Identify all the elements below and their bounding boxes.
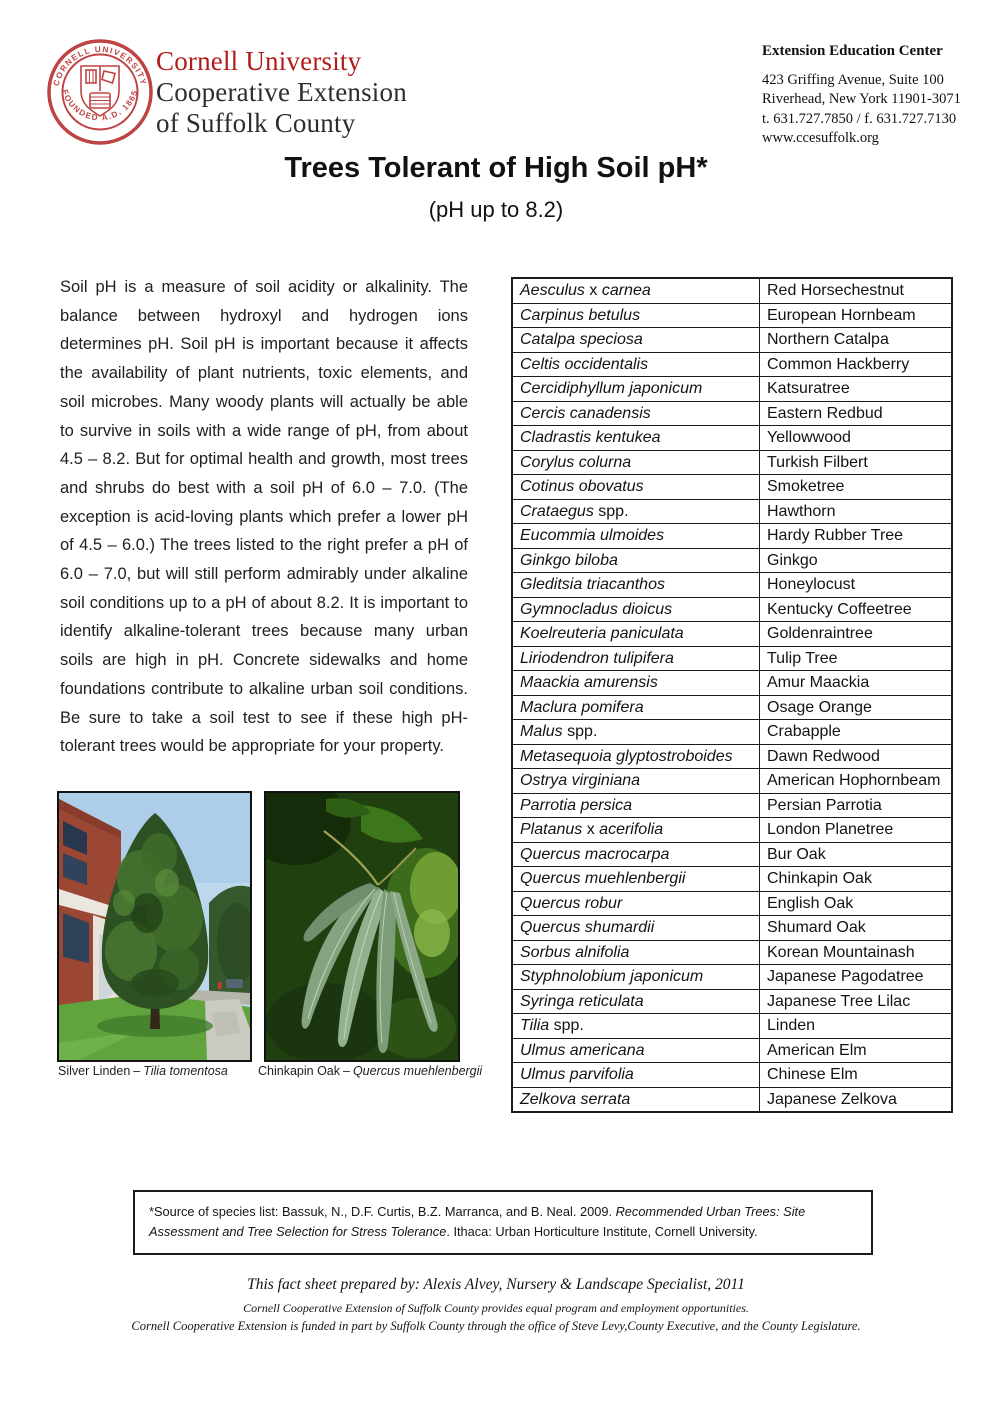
caption-dash: – [343, 1064, 350, 1078]
latin-name-cell: Cercidiphyllum japonicum [512, 377, 760, 402]
table-row [512, 940, 952, 965]
common-name-cell: Hardy Rubber Tree [760, 524, 953, 549]
common-name-cell: Hawthorn [760, 499, 953, 524]
table-row [512, 891, 952, 916]
common-name-cell: Japanese Zelkova [760, 1087, 953, 1112]
common-name-cell: Osage Orange [760, 695, 953, 720]
common-name-cell: European Hornbeam [760, 303, 953, 328]
latin-name-cell: Crataegus spp. [512, 499, 760, 524]
latin-name-cell: Malus spp. [512, 720, 760, 745]
table-row [512, 1063, 952, 1088]
table-row [512, 278, 952, 303]
table-row [512, 524, 952, 549]
latin-name-cell: Platanus x acerifolia [512, 818, 760, 843]
latin-name-cell: Maclura pomifera [512, 695, 760, 720]
wordmark-line2: Cooperative Extension [156, 77, 407, 107]
source-note-suffix: . Ithaca: Urban Horticulture Institute, Cornell University. [446, 1224, 758, 1239]
latin-name-cell: Syringa reticulata [512, 989, 760, 1014]
cornell-university-seal-icon [45, 37, 155, 147]
footer-funding: Cornell Cooperative Extension is funded in part by Suffolk County through the office of Steve Levy,County Executive, and the County Legislature. [131, 1319, 861, 1333]
footer-equal-opportunity: Cornell Cooperative Extension of Suffolk County provides equal program and employment opportunities. [243, 1301, 749, 1315]
table-row [512, 769, 952, 794]
source-note-prefix: *Source of species list: Bassuk, N., D.F. Curtis, B.Z. Marranca, and B. Neal. 2009. [149, 1204, 616, 1219]
latin-name-cell: Tilia spp. [512, 1014, 760, 1039]
latin-name-cell: Metasequoia glyptostroboides [512, 744, 760, 769]
org-wordmark [156, 46, 407, 139]
common-name-cell: Japanese Tree Lilac [760, 989, 953, 1014]
table-row [512, 842, 952, 867]
common-name-cell: Linden [760, 1014, 953, 1039]
common-name-cell: Korean Mountainash [760, 940, 953, 965]
wordmark-line1: Cornell University [156, 46, 362, 76]
species-table [511, 277, 953, 1113]
contact-address-line1: 423 Griffing Avenue, Suite 100 [762, 71, 944, 88]
latin-name-cell: Gleditsia triacanthos [512, 573, 760, 598]
latin-name-cell: Quercus macrocarpa [512, 842, 760, 867]
common-name-cell: American Elm [760, 1038, 953, 1063]
common-name-cell: Kentucky Coffeetree [760, 597, 953, 622]
common-name-cell: Red Horsechestnut [760, 278, 953, 303]
table-row [512, 499, 952, 524]
contact-phone-fax: t. 631.727.7850 / f. 631.727.7130 [762, 110, 957, 127]
common-name-cell: Ginkgo [760, 548, 953, 573]
table-row [512, 377, 952, 402]
common-name-cell: Bur Oak [760, 842, 953, 867]
table-row [512, 965, 952, 990]
latin-name-cell: Koelreuteria paniculata [512, 622, 760, 647]
seal-top-text: CORNELL UNIVERSITY [51, 44, 149, 87]
common-name-cell: Amur Maackia [760, 671, 953, 696]
common-name-cell: Japanese Pagodatree [760, 965, 953, 990]
common-name-cell: Smoketree [760, 475, 953, 500]
table-row [512, 622, 952, 647]
latin-name-cell: Gymnocladus dioicus [512, 597, 760, 622]
latin-name-cell: Styphnolobium japonicum [512, 965, 760, 990]
common-name-cell: Chinkapin Oak [760, 867, 953, 892]
table-row [512, 1038, 952, 1063]
common-name-cell: Northern Catalpa [760, 328, 953, 353]
common-name-cell: Persian Parrotia [760, 793, 953, 818]
table-row [512, 646, 952, 671]
latin-name-cell: Catalpa speciosa [512, 328, 760, 353]
latin-name-cell: Ostrya virginiana [512, 769, 760, 794]
latin-name-cell: Ginkgo biloba [512, 548, 760, 573]
intro-paragraph: Soil pH is a measure of soil acidity or alkalinity. The balance between hydroxyl and hydrogen ions determines pH. Soil pH is important because it affects the availability of plant nutrients, toxic elements, and soil microbes. Many woody plants will actually be able to survive in soils with a wide range of pH, from about 4.5 – 8.2. But for optimal health and growth, most trees and shrubs do best with a soil pH of 6.0 – 7.0. (The exception is acid-loving plants which prefer a lower pH of 4.5 – 6.0.) The trees listed to the right prefer a pH of 6.0 – 7.0, but will still perform admirably under alkaline soil conditions up to a pH of about 8.2. It is important to identify alkaline-tolerant trees because many urban soils are high in pH. Concrete sidewalks and home foundations contribute to alkaline urban soil conditions. Be sure to take a soil test to see if these high pH-tolerant trees would be appropriate for your property. [60, 278, 468, 756]
latin-name-cell: Maackia amurensis [512, 671, 760, 696]
caption-common-name: Chinkapin Oak [258, 1064, 340, 1078]
common-name-cell: Yellowwood [760, 426, 953, 451]
chinkapin-oak-photo [264, 791, 460, 1062]
caption-common-name: Silver Linden [58, 1064, 131, 1078]
latin-name-cell: Celtis occidentalis [512, 352, 760, 377]
table-row [512, 475, 952, 500]
latin-name-cell: Cercis canadensis [512, 401, 760, 426]
table-row [512, 328, 952, 353]
contact-title: Extension Education Center [762, 43, 943, 59]
contact-address-line2: Riverhead, New York 11901-3071 [762, 91, 961, 107]
table-row [512, 989, 952, 1014]
latin-name-cell: Cotinus obovatus [512, 475, 760, 500]
chinkapin-oak-caption [258, 1064, 482, 1078]
table-row [512, 1087, 952, 1112]
latin-name-cell: Ulmus parvifolia [512, 1063, 760, 1088]
latin-name-cell: Zelkova serrata [512, 1087, 760, 1112]
latin-name-cell: Eucommia ulmoides [512, 524, 760, 549]
common-name-cell: Shumard Oak [760, 916, 953, 941]
latin-name-cell: Aesculus x carnea [512, 278, 760, 303]
common-name-cell: London Planetree [760, 818, 953, 843]
latin-name-cell: Corylus colurna [512, 450, 760, 475]
table-row [512, 303, 952, 328]
source-note-title: Recommended Urban Trees: Site Assessment and Tree Selection for Stress Tolerance [149, 1204, 806, 1239]
footer-prepared-by: This fact sheet prepared by: Alexis Alvey, Nursery & Landscape Specialist, 2011 [247, 1276, 745, 1293]
table-row [512, 573, 952, 598]
latin-name-cell: Carpinus betulus [512, 303, 760, 328]
silver-linden-photo [57, 791, 252, 1062]
table-row [512, 867, 952, 892]
seal-shield-emblem [81, 66, 119, 116]
common-name-cell: Crabapple [760, 720, 953, 745]
photo-fire-hydrant [218, 982, 222, 989]
caption-latin-name: Quercus muehlenbergii [352, 1064, 483, 1078]
caption-dash: – [133, 1064, 141, 1078]
table-row [512, 548, 952, 573]
common-name-cell: Honeylocust [760, 573, 953, 598]
table-row [512, 744, 952, 769]
common-name-cell: Goldenraintree [760, 622, 953, 647]
table-row [512, 671, 952, 696]
common-name-cell: Dawn Redwood [760, 744, 953, 769]
table-row [512, 720, 952, 745]
species-table-body [512, 278, 952, 1112]
table-row [512, 916, 952, 941]
latin-name-cell: Quercus robur [512, 891, 760, 916]
table-row [512, 793, 952, 818]
table-row [512, 597, 952, 622]
common-name-cell: Chinese Elm [760, 1063, 953, 1088]
page-title: Trees Tolerant of High Soil pH* [284, 152, 708, 184]
latin-name-cell: Ulmus americana [512, 1038, 760, 1063]
silver-linden-caption [58, 1064, 228, 1078]
page-subtitle: (pH up to 8.2) [428, 197, 564, 222]
table-row [512, 695, 952, 720]
source-note-box [133, 1190, 873, 1255]
photo-parked-car [226, 979, 243, 988]
common-name-cell: Tulip Tree [760, 646, 953, 671]
common-name-cell: Common Hackberry [760, 352, 953, 377]
table-row [512, 1014, 952, 1039]
common-name-cell: American Hophornbeam [760, 769, 953, 794]
table-row [512, 450, 952, 475]
latin-name-cell: Quercus shumardii [512, 916, 760, 941]
latin-name-cell: Sorbus alnifolia [512, 940, 760, 965]
latin-name-cell: Parrotia persica [512, 793, 760, 818]
table-row [512, 401, 952, 426]
latin-name-cell: Cladrastis kentukea [512, 426, 760, 451]
latin-name-cell: Liriodendron tulipifera [512, 646, 760, 671]
common-name-cell: Eastern Redbud [760, 401, 953, 426]
common-name-cell: English Oak [760, 891, 953, 916]
latin-name-cell: Quercus muehlenbergii [512, 867, 760, 892]
wordmark-line3: of Suffolk County [156, 108, 356, 138]
contact-website: www.ccesuffolk.org [762, 130, 879, 146]
common-name-cell: Katsuratree [760, 377, 953, 402]
table-row [512, 818, 952, 843]
contact-block [762, 42, 987, 149]
seal-bottom-text: FOUNDED A.D. 1865 [60, 88, 140, 123]
caption-latin-name: Tilia tomentosa [143, 1064, 228, 1078]
table-row [512, 352, 952, 377]
table-row [512, 426, 952, 451]
common-name-cell: Turkish Filbert [760, 450, 953, 475]
